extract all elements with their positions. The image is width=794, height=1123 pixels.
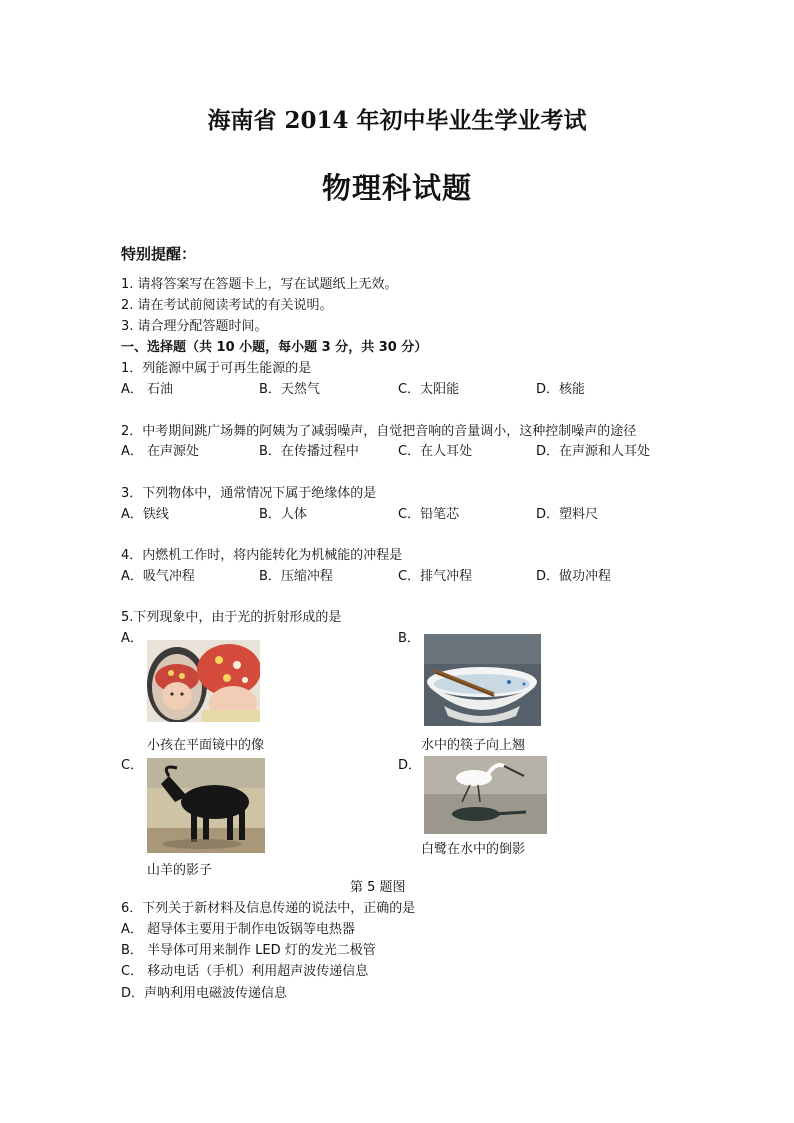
- question-1-option-a: A． 石油: [121, 382, 174, 397]
- question-5-option-b-label: B．: [398, 631, 420, 646]
- question-6-option-d: D．声呐利用电磁波传递信息: [121, 986, 288, 1001]
- question-2-stem: 2．中考期间跳广场舞的阿姨为了减弱噪声，自觉把音响的音量调小，这种控制噪声的途径: [121, 424, 637, 439]
- chopsticks-bowl-image: [424, 634, 541, 726]
- question-5-caption-c: 山羊的影子: [147, 863, 213, 878]
- goat-image: [147, 758, 265, 853]
- reminder-item-3: 3. 请合理分配答题时间。: [121, 319, 268, 334]
- question-4-option-b: B．压缩冲程: [259, 569, 333, 584]
- egret-photo: [424, 756, 547, 834]
- question-5-caption-d: 白鹭在水中的倒影: [421, 842, 526, 857]
- question-4-option-d: D．做功冲程: [536, 569, 612, 584]
- egret-image: [424, 756, 547, 834]
- subject-title: 物理科试题: [321, 171, 472, 205]
- exam-title: 海南省 2014 年初中毕业生学业考试: [207, 107, 587, 134]
- question-1-stem: 1．列能源中属于可再生能源的是: [121, 361, 312, 376]
- question-6-stem: 6．下列关于新材料及信息传递的说法中，正确的是: [121, 901, 416, 916]
- question-1-option-c: C．太阳能: [398, 382, 460, 397]
- question-1-option-d: D．核能: [536, 382, 586, 397]
- question-3-option-b: B．人体: [259, 507, 307, 522]
- question-4-stem: 4．内燃机工作时，将内能转化为机械能的冲程是: [121, 548, 403, 563]
- question-4-option-c: C．排气冲程: [398, 569, 473, 584]
- question-2-option-c: C．在人耳处: [398, 444, 473, 459]
- question-5-option-a-label: A．: [121, 631, 143, 646]
- question-5-stem: 5.下列现象中，由于光的折射形成的是: [121, 610, 342, 625]
- question-2-option-d: D．在声源和人耳处: [536, 444, 651, 459]
- reminder-heading: 特别提醒：: [121, 245, 197, 263]
- reminder-item-2: 2. 请在考试前阅读考试的有关说明。: [121, 298, 333, 313]
- section-heading: 一、选择题（共 10 小题，每小题 3 分，共 30 分）: [121, 340, 428, 355]
- goat-photo: [147, 758, 265, 853]
- question-3-option-a: A．铁线: [121, 507, 169, 522]
- question-6-option-c: C． 移动电话（手机）利用超声波传递信息: [121, 964, 369, 979]
- question-5-caption-b: 水中的筷子向上翘: [421, 738, 526, 753]
- figure-caption: 第 5 题图: [350, 880, 406, 895]
- question-5-option-d-label: D．: [398, 758, 422, 773]
- question-5-caption-a: 小孩在平面镜中的像: [147, 738, 265, 753]
- question-2-option-b: B．在传播过程中: [259, 444, 359, 459]
- question-1-option-b: B．天然气: [259, 382, 320, 397]
- child-mirror-image: [147, 640, 260, 722]
- reminder-item-1: 1. 请将答案写在答题卡上，写在试题纸上无效。: [121, 277, 398, 292]
- question-5-option-c-label: C．: [121, 758, 144, 773]
- question-3-option-d: D．塑料尺: [536, 507, 599, 522]
- question-6-option-b: B． 半导体可用来制作 LED 灯的发光二极管: [121, 943, 376, 958]
- question-2-option-a: A． 在声源处: [121, 444, 200, 459]
- child-mirror-photo: [147, 640, 260, 722]
- chopsticks-bowl-photo: [424, 634, 541, 726]
- question-3-stem: 3．下列物体中，通常情况下属于绝缘体的是: [121, 486, 377, 501]
- question-6-option-a: A． 超导体主要用于制作电饭锅等电热器: [121, 922, 356, 937]
- question-4-option-a: A．吸气冲程: [121, 569, 195, 584]
- question-3-option-c: C．铅笔芯: [398, 507, 460, 522]
